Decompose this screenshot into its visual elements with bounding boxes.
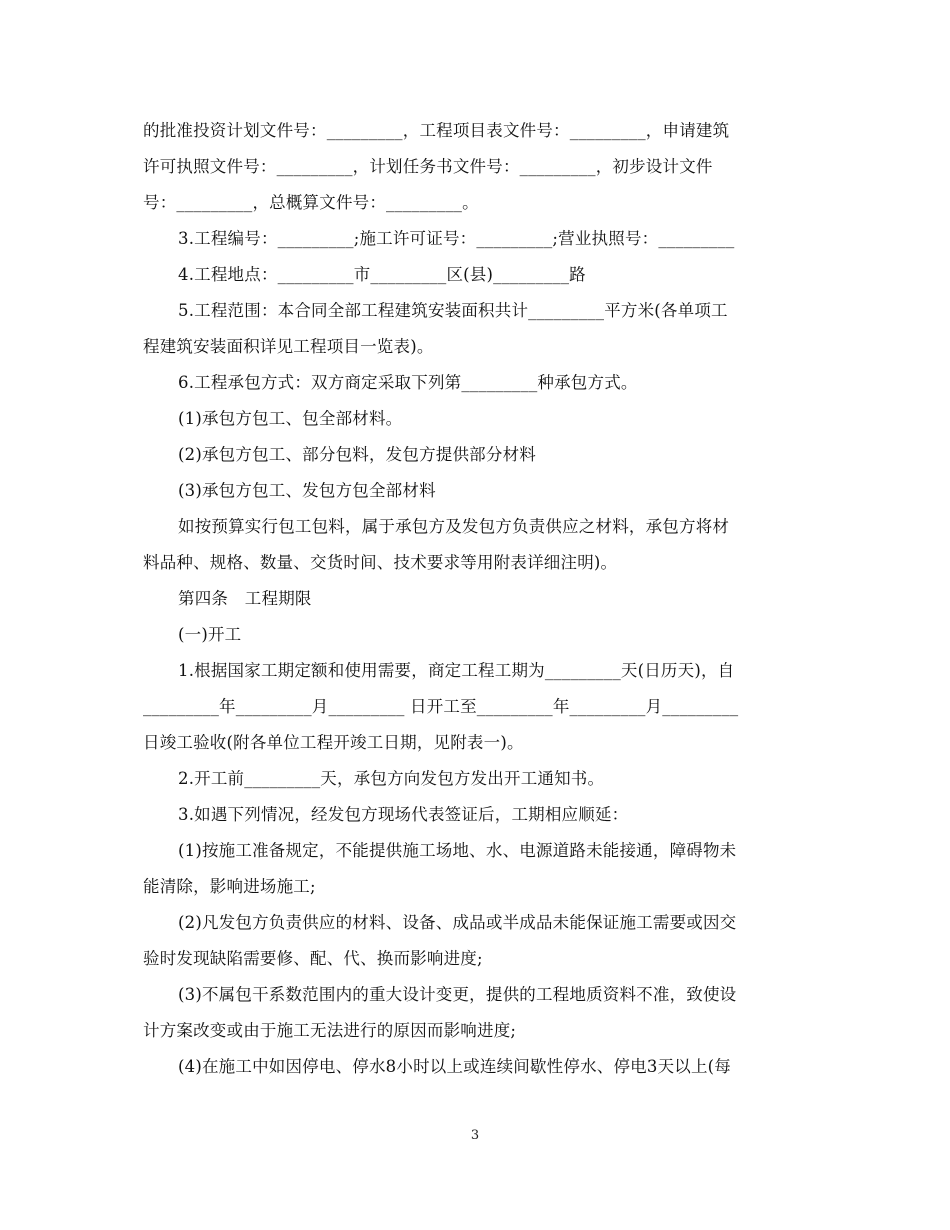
- subsection-heading: (一)开工: [178, 625, 242, 644]
- document-body: [143, 113, 813, 1085]
- text-line: (1)按施工准备规定，不能提供施工场地、水、电源道路未能接通，障碍物未: [178, 841, 737, 860]
- text-line: (1)承包方包工、包全部材料。: [178, 409, 403, 428]
- text-line: (2)承包方包工、部分包料，发包方提供部分材料: [178, 445, 536, 464]
- text-line: 料品种、规格、数量、交货时间、技术要求等用附表详细注明)。: [143, 553, 618, 572]
- text-line: 号：_________，总概算文件号：_________。: [143, 193, 479, 212]
- text-line: (4)在施工中如因停电、停水8小时以上或连续间歇性停水、停电3天以上(每: [178, 1057, 732, 1076]
- text-line: 日竣工验收(附各单位工程开竣工日期，见附表一)。: [143, 733, 524, 752]
- text-line: 5.工程范围：本合同全部工程建筑安装面积共计_________平方米(各单项工: [178, 301, 728, 320]
- text-line: 6.工程承包方式：双方商定采取下列第_________种承包方式。: [178, 373, 638, 392]
- text-line: 3.工程编号：_________;施工许可证号：_________;营业执照号：_________: [178, 229, 735, 248]
- text-line: 4.工程地点：_________市_________区(县)_________路: [178, 265, 586, 284]
- text-line: 如按预算实行包工包料，属于承包方及发包方负责供应之材料，承包方将材: [178, 517, 730, 536]
- text-line: 计方案改变或由于施工无法进行的原因而影响进度;: [143, 1021, 517, 1040]
- text-line: (2)凡发包方负责供应的材料、设备、成品或半成品未能保证施工需要或因交: [178, 913, 737, 932]
- text-line: 程建筑安装面积详见工程项目一览表)。: [143, 337, 434, 356]
- text-line: (3)承包方包工、发包方包全部材料: [178, 481, 436, 500]
- text-line: (3)不属包干系数范围内的重大设计变更，提供的工程地质资料不准，致使设: [178, 985, 737, 1004]
- text-line: 的批准投资计划文件号：_________，工程项目表文件号：_________，申请建筑: [143, 121, 730, 140]
- page-number: 3: [470, 1128, 480, 1143]
- text-line: _________年_________月_________ 日开工至_________年_________月_________: [143, 697, 739, 716]
- text-line: 3.如遇下列情况，经发包方现场代表签证后，工期相应顺延：: [178, 805, 629, 824]
- text-line: 1.根据国家工期定额和使用需要，商定工程工期为_________天(日历天)，自: [178, 661, 735, 680]
- text-line: 许可执照文件号：_________，计划任务书文件号：_________，初步设计文件: [143, 157, 713, 176]
- text-line: 2.开工前_________天，承包方向发包方发出开工通知书。: [178, 769, 605, 788]
- text-line: 能清除，影响进场施工;: [143, 877, 316, 896]
- section-heading: 第四条 工程期限: [178, 589, 312, 608]
- text-line: 验时发现缺陷需要修、配、代、换而影响进度;: [143, 949, 483, 968]
